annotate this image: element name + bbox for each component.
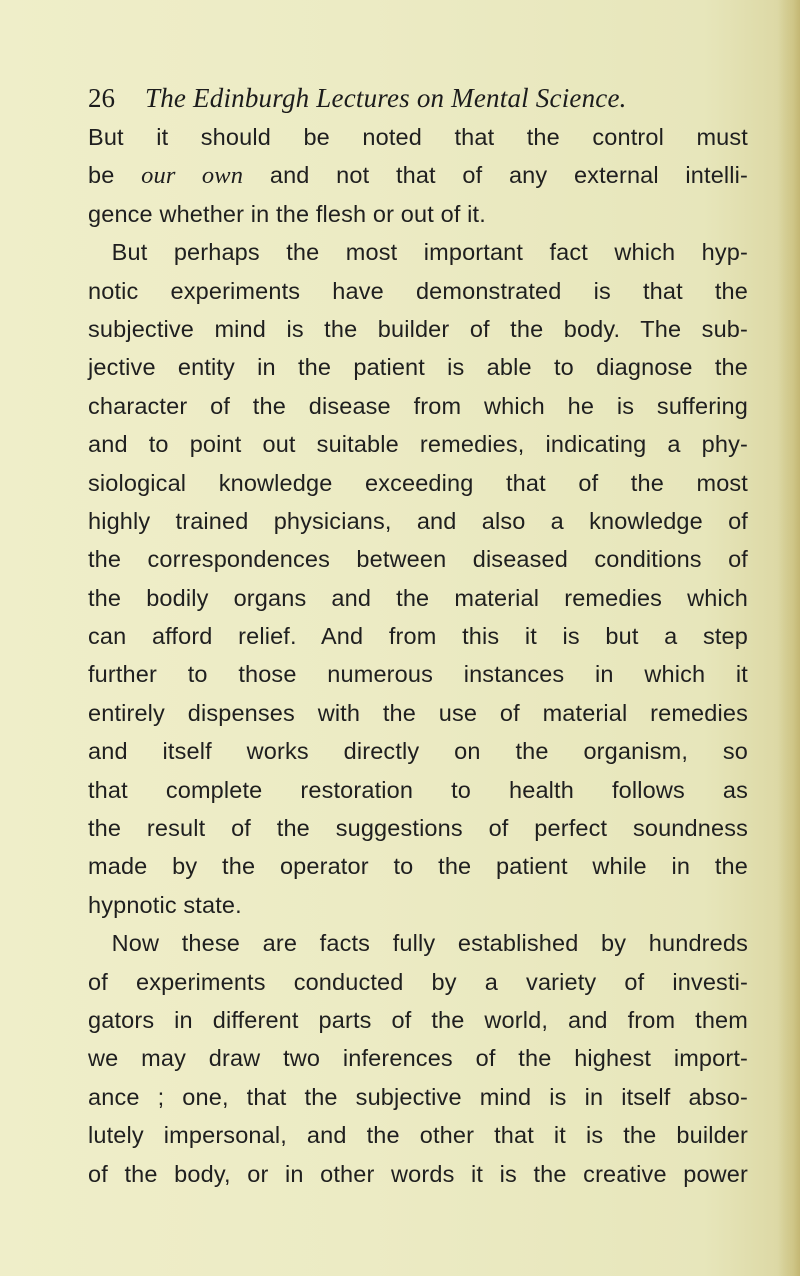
text-line: the bodily organs and the material remedies which [88, 584, 748, 611]
running-head [88, 76, 748, 120]
text-line: of experiments conducted by a variety of investi- [88, 968, 748, 995]
paragraph-start-line: But perhaps the most important fact which hyp- [111, 239, 748, 266]
text-line: entirely dispenses with the use of material remedies [88, 699, 748, 726]
text-line: siological knowledge exceeding that of the most [88, 469, 748, 496]
text-line: that complete restoration to health follows as [88, 776, 748, 803]
text-line: can afford relief. And from this it is but a step [88, 623, 748, 650]
text-line: and to point out suitable remedies, indicating a phy- [88, 431, 748, 458]
text-line: hypnotic state. [88, 891, 242, 918]
running-title: The Edinburgh Lectures on Mental Science. [145, 83, 627, 113]
text-line: jective entity in the patient is able to diagnose the [88, 354, 748, 381]
text-line: character of the disease from which he is suffering [88, 392, 748, 419]
page-number: 26 [88, 83, 115, 113]
text-line: But it should be noted that the control must [88, 124, 748, 150]
text-line: gence whether in the flesh or out of it. [88, 200, 486, 227]
text-line: the result of the suggestions of perfect soundness [88, 815, 748, 842]
text-line: subjective mind is the builder of the body. The sub- [88, 315, 748, 342]
text-line: gators in different parts of the world, and from them [88, 1006, 748, 1033]
text-line: and itself works directly on the organism, so [88, 738, 748, 765]
paragraph-start-line: Now these are facts fully established by hundreds [111, 930, 748, 957]
text-line: we may draw two inferences of the highest import- [88, 1045, 748, 1072]
text-line: the correspondences between diseased conditions of [88, 546, 748, 573]
text-line: lutely impersonal, and the other that it is the builder [88, 1122, 748, 1149]
text-line: made by the operator to the patient while in the [88, 853, 748, 880]
body-text [88, 118, 748, 1193]
text-line: be our own and not that of any external intelli- [88, 162, 748, 190]
text-line: of the body, or in other words it is the creative power [88, 1160, 748, 1187]
book-page [88, 76, 748, 1187]
emphasis-our-own: our own [141, 162, 244, 190]
text-line: further to those numerous instances in which it [88, 661, 748, 688]
page-edge-discoloration [778, 0, 800, 1276]
text-line: notic experiments have demonstrated is that the [88, 277, 748, 304]
text-line: highly trained physicians, and also a knowledge of [88, 507, 748, 534]
text-line: ance ; one, that the subjective mind is in itself abso- [88, 1083, 748, 1110]
